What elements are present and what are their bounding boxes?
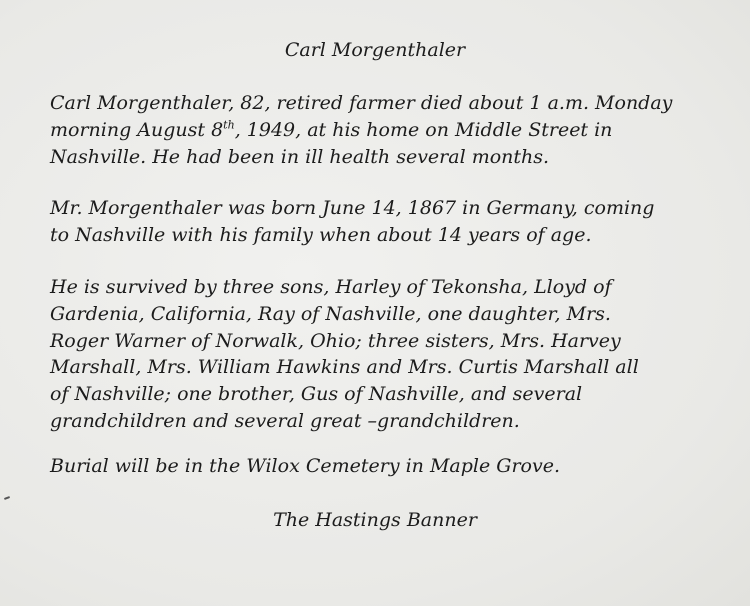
paragraph-burial (50, 453, 720, 480)
text-line: of Nashville; one brother, Gus of Nashville, and several (50, 383, 583, 406)
text-line: grandchildren and several great –grandchildren. (50, 409, 520, 432)
text-line: Mr. Morgenthaler was born June 14, 1867 in Germany, coming (50, 197, 655, 219)
text-line: Burial will be in the Wilox Cemetery in Maple Grove. (50, 455, 560, 477)
scan-speck (4, 496, 10, 500)
paragraph-survivors (50, 274, 720, 435)
text-line: Nashville. He had been in ill health several months. (50, 145, 550, 168)
newspaper-source: The Hastings Banner (273, 509, 477, 531)
obituary-title: Carl Morgenthaler (284, 39, 466, 61)
text-segment: , 1949, at his home on Middle Street in (234, 118, 613, 141)
text-line: Gardenia, California, Ray of Nashville, one daughter, Mrs. (50, 302, 611, 325)
text-line: Marshall, Mrs. William Hawkins and Mrs. Curtis Marshall all (50, 356, 639, 379)
text-line: He is survived by three sons, Harley of Tekonsha, Lloyd of (50, 276, 612, 298)
text-line: Roger Warner of Norwalk, Ohio; three sisters, Mrs. Harvey (50, 329, 621, 352)
text-line (50, 117, 720, 144)
text-line: to Nashville with his family when about 14 years of age. (50, 223, 592, 246)
ordinal-superscript: th (223, 118, 235, 132)
text-segment: morning August 8 (50, 118, 224, 141)
paragraph-birth (50, 195, 720, 249)
text-line: Carl Morgenthaler, 82, retired farmer died about 1 a.m. Monday (50, 92, 673, 114)
paragraph-death-notice (50, 90, 720, 170)
